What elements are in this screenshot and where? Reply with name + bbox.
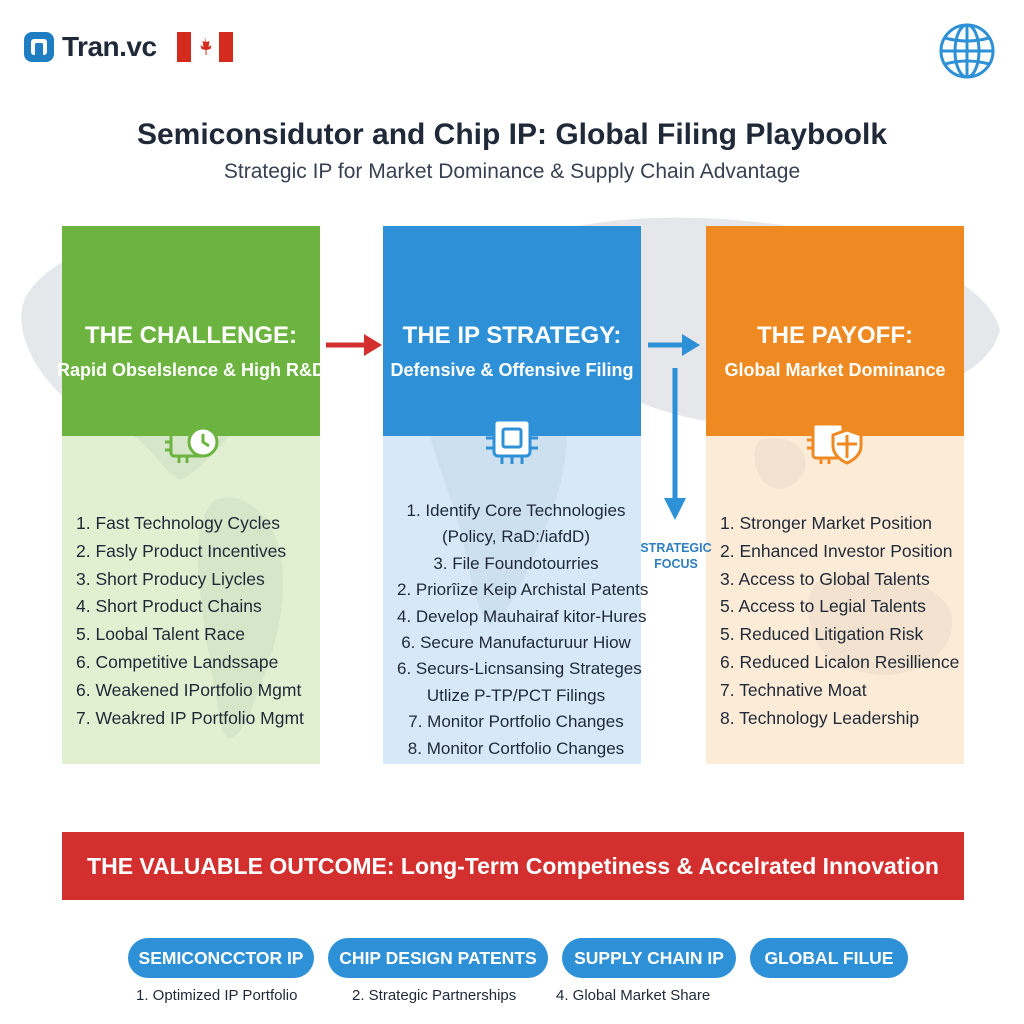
- list-item: 3. Access to Global Talents: [720, 568, 930, 589]
- list-item: 7. Monitor Portfolio Changes: [408, 712, 624, 732]
- brand-name: Tran.vc: [62, 31, 157, 62]
- list-item: 6. Secure Manufacturuur Hiow: [401, 633, 631, 653]
- list-item: 4. Develop Mauhairaf kitor-Hures: [397, 606, 647, 626]
- payoff-header: [706, 226, 964, 436]
- list-item: 1. Fast Technology Cycles: [76, 513, 280, 533]
- challenge-list: [76, 510, 314, 732]
- list-item: 2. Enhanced Investor Position: [720, 540, 953, 561]
- processor-chip-icon: [480, 406, 544, 470]
- list-item: 6. Securs-Licnsansing Strateges: [397, 659, 642, 679]
- payoff-list: [720, 510, 958, 732]
- challenge-subtitle: Rapid Obselslence & High R&D: [56, 360, 326, 380]
- list-item: 5. Loobal Talent Race: [76, 624, 245, 645]
- list-item: 3. Short Producy Liycles: [76, 568, 265, 589]
- arrow-strategic-focus-down: [660, 366, 690, 524]
- chip-clock-icon: [159, 406, 223, 470]
- list-item: 2. Priorîize Keip Archistal Patents: [397, 580, 649, 600]
- list-item: Utlize P-TP/PCT Filings: [426, 685, 606, 705]
- list-item: 5. Access to Legial Talents: [720, 596, 926, 617]
- brand-logo-icon: [22, 30, 56, 64]
- list-item: 4. Short Product Chains: [76, 596, 262, 617]
- outcome-banner: [62, 832, 964, 900]
- list-item: 8. Monitor Cortfolio Changes: [407, 738, 625, 758]
- globe-icon[interactable]: [938, 22, 996, 80]
- pill-supply-chain-ip[interactable]: SUPPLY CHAIN IP: [562, 938, 736, 978]
- strategy-column: [383, 226, 649, 764]
- payoff-column: [706, 226, 964, 764]
- pill-chip-design-patents[interactable]: CHIP DESIGN PATENTS: [328, 938, 548, 978]
- list-item: 6. Competitive Landssape: [76, 651, 279, 672]
- page-subtitle: Strategic IP for Market Dominance & Supply Chain Advantage: [223, 160, 801, 183]
- strategic-focus-label: STRATEGIC FOCUS: [640, 541, 712, 571]
- arrow-strategy-to-payoff: [646, 330, 702, 360]
- list-item: 6. Reduced Licalon Resillience: [720, 651, 960, 672]
- strategy-title: THE IP STRATEGY:: [402, 322, 622, 349]
- challenge-column: [56, 226, 326, 764]
- challenge-title: THE CHALLENGE:: [85, 322, 297, 349]
- brand-logo[interactable]: [22, 30, 233, 64]
- pill-global-filue[interactable]: GLOBAL FILUE: [750, 938, 908, 978]
- outcome-text: THE VALUABLE OUTCOME: Long-Term Competiness & Accelrated Innovation: [87, 852, 939, 879]
- arrow-challenge-to-strategy: [322, 330, 384, 360]
- list-item: 5. Reduced Litigation Risk: [720, 624, 924, 645]
- pill-note: 4. Global Market Share: [556, 987, 711, 1004]
- pill-note: 1. Optimized IP Portfolio: [136, 987, 298, 1004]
- strategy-list: [397, 498, 649, 762]
- list-item: 8. Technology Leadership: [720, 707, 920, 728]
- strategy-body: [383, 436, 649, 764]
- list-item: 3. File Foundotourries: [433, 553, 599, 573]
- list-item: 7. Technative Moat: [720, 679, 867, 700]
- pill-note: 2. Strategic Partnerships: [352, 987, 517, 1004]
- payoff-body: [706, 436, 964, 764]
- list-item: 2. Fasly Product Incentives: [76, 540, 287, 561]
- challenge-body: [62, 436, 320, 764]
- pill-semiconductor-ip[interactable]: SEMICONCCTOR IP: [128, 938, 314, 978]
- list-item: 1. Stronger Market Position: [720, 513, 933, 533]
- canada-flag-icon: [177, 32, 233, 62]
- challenge-header: [56, 226, 326, 436]
- payoff-title: THE PAYOFF:: [756, 322, 913, 349]
- list-item: (Policy, RaD:/iafdD): [442, 527, 590, 547]
- strategy-subtitle: Defensive & Offensive Filing: [390, 360, 634, 380]
- strategy-header: [383, 226, 641, 436]
- list-item: 7. Weakred IP Portfolio Mgmt: [76, 707, 304, 728]
- crown-shield-chip-icon: [803, 406, 867, 470]
- payoff-subtitle: Global Market Dominance: [724, 360, 946, 380]
- page-title: Semiconsidutor and Chip IP: Global Filing Playboolk: [136, 118, 888, 151]
- list-item: 6. Weakened IPortfolio Mgmt: [76, 679, 302, 700]
- list-item: 1. Identify Core Technologies: [406, 501, 626, 520]
